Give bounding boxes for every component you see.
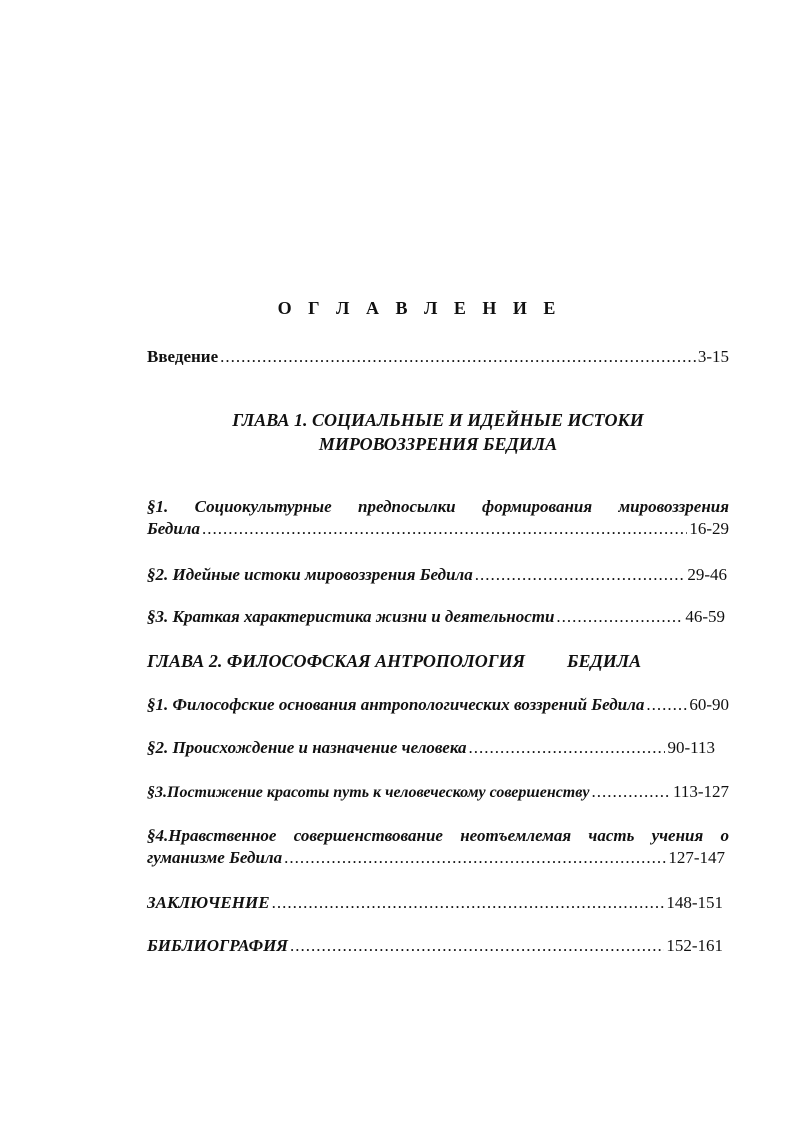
toc-leader-dots (469, 737, 666, 759)
toc-entry-label: Введение (147, 347, 219, 366)
toc-leader-dots (556, 606, 683, 628)
chapter1-title-line2: МИРОВОЗЗРЕНИЯ БЕДИЛА (318, 434, 558, 454)
toc-entry-pages: 113-127 (672, 782, 729, 801)
toc-leader-dots (290, 935, 664, 957)
toc-entry-label: гуманизме Бедила (147, 848, 283, 867)
toc-leader-dots (272, 892, 665, 914)
chapter2-title (147, 650, 729, 672)
toc-entry-ch1-s1-line1: §1. Социокультурные предпосылки формирования мировоззрения (147, 497, 729, 516)
toc-entry-pages: 29-46 (687, 565, 727, 584)
toc-entry-label: §1. Философские основания антропологических воззрений Бедила (147, 695, 645, 714)
toc-entry-pages: 3-15 (697, 347, 729, 366)
toc-entry-pages: 16-29 (689, 519, 729, 538)
toc-entry-label: §3. Краткая характеристика жизни и деятельности (147, 607, 555, 626)
toc-leader-dots (592, 781, 671, 803)
toc-leader-dots (202, 518, 687, 540)
toc-leader-dots (646, 694, 687, 716)
toc-entry-pages: 148-151 (666, 893, 723, 912)
toc-entry-label: БИБЛИОГРАФИЯ (147, 936, 289, 955)
toc-leader-dots (220, 346, 696, 368)
toc-entry-ch2-s3 (147, 781, 729, 804)
toc-entry-label: ЗАКЛЮЧЕНИЕ (147, 893, 270, 912)
toc-leader-dots (284, 847, 666, 869)
toc-entry-bibliography (147, 935, 723, 957)
toc-entry-ch2-s1 (147, 694, 729, 716)
toc-heading: О Г Л А В Л Е Н И Е (277, 298, 562, 318)
toc-entry-pages: 90-113 (667, 738, 715, 757)
toc-entry-label: §2. Происхождение и назначение человека (147, 738, 467, 757)
toc-entry-ch1-s2 (147, 564, 727, 586)
toc-entry-pages: 127-147 (668, 848, 725, 867)
toc-entry-ch2-s4-line1: §4.Нравственное совершенствование неотъемлемая часть учения о (147, 826, 729, 845)
chapter2-title-part1: ГЛАВА 2. ФИЛОСОФСКАЯ АНТРОПОЛОГИЯ (147, 651, 526, 671)
chapter2-title-part2: БЕДИЛА (567, 651, 642, 671)
toc-entry-label: Бедила (147, 519, 201, 538)
chapter1-title-line1: ГЛАВА 1. СОЦИАЛЬНЫЕ И ИДЕЙНЫЕ ИСТОКИ (232, 410, 644, 430)
toc-entry-pages: 152-161 (666, 936, 723, 955)
toc-entry-label: §3.Постижение красоты путь к человеческому совершенству (147, 784, 590, 801)
toc-entry-pages: 60-90 (689, 695, 729, 714)
toc-entry-conclusion (147, 892, 723, 914)
toc-entry-pages: 46-59 (685, 607, 725, 626)
toc-entry-ch2-s4 (147, 847, 725, 869)
toc-leader-dots (475, 564, 686, 586)
toc-entry-ch2-s2 (147, 737, 715, 759)
toc-entry-ch1-s1 (147, 518, 729, 540)
toc-entry-label: §2. Идейные истоки мировоззрения Бедила (147, 565, 473, 584)
toc-entry-intro (147, 346, 729, 368)
toc-entry-ch1-s3 (147, 606, 725, 628)
